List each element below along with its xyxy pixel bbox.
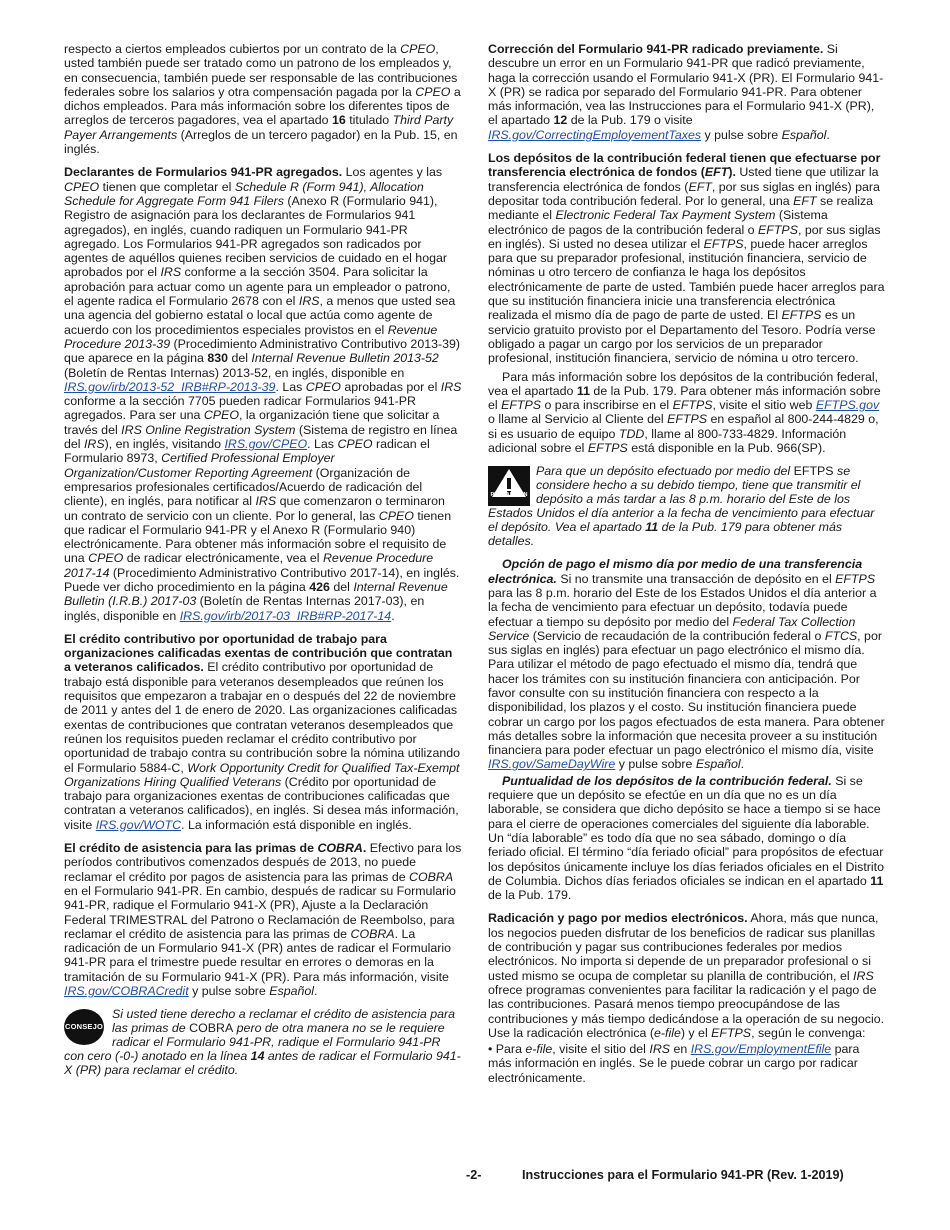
section-heading: El crédito de asistencia para las primas de COBRA.: [64, 841, 367, 856]
paragraph-wotc: El crédito contributivo por oportunidad de trabajo para organizaciones calificadas exentas de contribución que contratan a veteranos calificados. El crédito contributivo por oportunidad de trabajo está disponible para veteranos desempleados que reúnen los requisitos que empezaron a trabajar en o después del 22 de noviembre de 2011 y antes del 1 de enero de 2020. Las organizaciones calificadas exentas de contribuciones que contratan veteranos desempleados que reúnen los requisitos pueden reclamar el crédito contributivo por oportunidad de trabajo contra su contribución sobre la nómina utilizando el Formulario 5884-C, Work Opportunity Credit for Qualified Tax-Exempt Organizations Hiring Qualified Veterans (Crédito por oportunidad de trabajo para organizaciones exentas de contribuciones calificadas que contratan a veteranos calificados), en inglés. Si desea más información, visite IRS.gov/WOTC. La información está disponible en inglés.: [64, 631, 461, 832]
section-heading: Puntualidad de los depósitos de la contribución federal.: [502, 773, 832, 788]
tip-icon: CONSEJO: [64, 1009, 106, 1047]
cobra-credit-link[interactable]: IRS.gov/COBRACredit: [64, 984, 189, 998]
left-column: [64, 42, 462, 1086]
section-heading: Radicación y pago por medios electrónicos.: [488, 911, 748, 926]
tip-callout: CONSEJO Si usted tiene derecho a reclamar el crédito de asistencia para las primas de COBRA pero de otra manera no se le requiere radicar el Formulario 941-PR, radique el Formulario 941-PR con cero (-0-) anotado en la línea 14 antes de radicar el Formulario 941-X (PR) para reclamar el crédito.: [64, 1007, 461, 1078]
paragraph-aggregate-filers: Declarantes de Formularios 941-PR agregados. Los agentes y las CPEO tienen que completar el Schedule R (Form 941), Allocation Schedule for Aggregate Form 941 Filers (Anexo R (Formulario 941), Registro de asignación para los declarantes de Formularios 941 agregados), en inglés, cuando radiquen un Formulario 941-PR agregado. Los Formularios 941-PR agregados son radicados por agentes de aquéllos quienes reciben servicios de cuidado en el hogar aprobados por el IRS conforme a la sección 3504. Para solicitar la aprobación para actuar como un agente para un empleador o patrono, el agente radica el Formulario 2678 con el IRS, a menos que usted sea una agencia del gobierno estatal o local que actúa como agente de acuerdo con los procedimientos especiales provistos en el Revenue Procedure 2013-39 (Procedimiento Administrativo Contributivo 2013-39) que aparece en la página 830 del Internal Revenue Bulletin 2013-52 (Boletín de Rentas Internas) 2013-52, en inglés, disponible en IRS.gov/irb/2013-52_IRB#RP-2013-39. Las CPEO aprobadas por el IRS conforme a la sección 7705 pueden radicar Formularios 941-PR agregados. Para ser una CPEO, la organización tiene que solicitar a través del IRS Online Registration System (Sistema de registro en línea del IRS), en inglés, visitando IRS.gov/CPEO. Las CPEO radican el Formulario 8973, Certified Professional Employer Organization/Customer Reporting Agreement (Organización de empresarios profesionales certificados/Acuerdo de radicación del cliente), en inglés, para notificar al IRS que comenzaron o terminaron un contrato de servicio con un cliente. Por lo general, las CPEO tienen que radicar el Formulario 941-PR y el Anexo R (Formulario 940) electrónicamente. Para obtener más información sobre el requisito de una CPEO de radicar electrónicamente, vea el Revenue Procedure 2017-14 (Procedimiento Administrativo Contributivo 2017-14), en inglés. Puede ver dicho procedimiento en la página 426 del Internal Revenue Bulletin (I.R.B.) 2017-03 (Boletín de Rentas Internas 2017-03), en inglés, disponible en IRS.gov/irb/2017-03_IRB#RP-2017-14.: [64, 165, 462, 623]
bullet-efile: • Para e-file, visite el sitio del IRS en IRS.gov/EmploymentEfile para más información en inglés. Se le puede cobrar un cargo por radicar electrónicamente.: [488, 1042, 860, 1085]
paragraph-timeliness: Puntualidad de los depósitos de la contribución federal. Si se requiere que un depósito se efectúe en un día que no es un día laborable, se considera que dicho depósito se hace a tiempo si se hace para el cierre de operaciones comerciales del siguiente día laborable. Un “día laborable” es todo día que no sea sábado, domingo o día feriado oficial. El término “día feriado oficial” para propósitos de efectuar los depósitos únicamente incluye los días feriados oficiales en el Distrito de Columbia. Dichos días feriados oficiales se indican en el apartado 11 de la Pub. 179.: [488, 773, 885, 903]
irb-2013-52-link[interactable]: IRS.gov/irb/2013-52_IRB#RP-2013-39: [64, 379, 276, 394]
correcting-taxes-link[interactable]: IRS.gov/CorrectingEmployementTaxes: [488, 127, 702, 142]
caution-icon: PRECAUCION: [488, 466, 530, 504]
section-heading: Opción de pago el mismo día por medio de una transferencia electrónica.: [488, 557, 863, 586]
wotc-link[interactable]: IRS.gov/WOTC: [95, 817, 182, 832]
paragraph-same-day: Opción de pago el mismo día por medio de una transferencia electrónica. Si no transmite una transacción de depósito en el EFTPS para las 8 p.m. horario del Este de los Estados Unidos el día anterior a la fecha de vencimiento para efectuar un depósito, todavía puede efectuar a tiempo su depósito por medio del Federal Tax Collection Service (Servicio de recaudación de la contribución federal o FTCS, por sus siglas en inglés) para efectuar un pago electrónico el mismo día. Para utilizar el método de pago efectuado el mismo día, tendrá que hacer los trámites con su institución financiera con anticipación. Por favor consulte con su institución financiera con respecto a la disponibilidad, los plazos y el costo. Su institución financiera puede cobrar un cargo por los pagos efectuados de esta manera. Para obtener más detalles sobre la información que necesita proveer a su institución financiera para poder efectuar un pago electrónico el mismo día, visite IRS.gov/SameDayWire y pulse sobre Español.: [488, 557, 885, 772]
paragraph-cobra: El crédito de asistencia para las primas de COBRA. Efectivo para los períodos contributivos comenzados después de 2013, no puede reclamar el crédito por pagos de asistencia para las primas de COBRA en el Formulario 941-PR. En cambio, después de radicar su Formulario 941-PR, radique el Formulario 941-X (PR), Ajuste a la Declaración Federal TRIMESTRAL del Patrono o Reclamación de Reembolso, para reclamar el crédito de asistencia para las primas de COBRA. La radicación de un Formulario 941-X (PR) antes de radicar el Formulario 941-PR para el trimestre puede resultar en errores o demoras en la tramitación de su Formulario 941-X (PR). Para más información, visite IRS.gov/COBRACredit y pulse sobre Español.: [64, 841, 462, 998]
paragraph-cpeo-continuation: respecto a ciertos empleados cubiertos por un contrato de la CPEO, usted también puede ser tratado como un patrono de los empleados y, en consecuencia, también puede ser responsable de las contribuciones federales sobre los salarios y otra compensación pagada por la CPEO a dichos empleados. Para más información sobre los diferentes tipos de arreglos de terceros pagadores, vea el apartado 16 titulado Third Party Payer Arrangements (Arreglos de un tercero pagador) en la Pub. 15, en inglés.: [64, 42, 461, 157]
same-day-wire-link[interactable]: IRS.gov/SameDayWire: [488, 757, 616, 772]
paragraph-eftps-info: Para más información sobre los depósitos de la contribución federal, vea el apartado 11 de la Pub. 179. Para obtener más información sobre el EFTPS o para inscribirse en el EFTPS, visite el sitio web EFTPS.gov o llame al Servicio al Cliente del EFTPS en español al 800-244-4829 o, si es usuario de equipo TDD, llame al 800-733-4829. Información adicional sobre el EFTPS está disponible en la Pub. 966(SP).: [488, 369, 881, 456]
irb-2017-03-link[interactable]: IRS.gov/irb/2017-03_IRB#RP-2017-14: [179, 608, 392, 623]
cpeo-link[interactable]: IRS.gov/CPEO: [224, 437, 308, 452]
section-heading: Los depósitos de la contribución federal tienen que efectuarse por transferencia electrónica de fondos (EFT).: [488, 151, 881, 180]
paragraph-electronic: Radicación y pago por medios electrónicos. Ahora, más que nunca, los negocios pueden disfrutar de los beneficios de radicar sus planillas de contribución y pagar sus contribuciones federales por medios electrónicos. No importa si depende de un preparador profesional o si usted mismo se ocupa de completar su planilla de contribución, el IRS ofrece programas convenientes para facilitar la radicación y el pago de las contribuciones. Pasará menos tiempo preocupándose de las contribuciones y más tiempo dedicándose a la operación de su negocio. Use la radicación electrónica (e-file) y el EFTPS, según le convenga:: [488, 911, 885, 1040]
right-column: [488, 42, 886, 1094]
section-heading: Corrección del Formulario 941-PR radicado previamente.: [488, 42, 824, 56]
paragraph-correction: Corrección del Formulario 941-PR radicado previamente. Si descubre un error en un Formulario 941-PR que radicó previamente, haga la corrección usando el Formulario 941-X (PR). El Formulario 941-X (PR) se radica por separado del Formulario 941-PR. Para obtener más información, vea las Instrucciones para el Formulario 941-X (PR), el apartado 12 de la Pub. 179 o visite IRS.gov/CorrectingEmployementTaxes y pulse sobre Español.: [488, 42, 884, 142]
caution-callout: PRECAUCION Para que un depósito efectuado por medio del EFTPS se considere hecho a su debido tiempo, tiene que transmitir el depósito a más tardar a las 8 p.m. horario del Este de los Estados Unidos el día anterior a la fecha de vencimiento para efectuar el depósito. Vea el apartado 11 de la Pub. 179 para obtener más detalles.: [488, 464, 875, 549]
bullet-icon: •: [488, 1042, 496, 1057]
employment-efile-link[interactable]: IRS.gov/EmploymentEfile: [690, 1042, 832, 1057]
section-heading: El crédito contributivo por oportunidad de trabajo para organizaciones calificadas exentas de contribución que contratan a veteranos calificados.: [64, 631, 453, 675]
section-heading: Declarantes de Formularios 941-PR agregados.: [64, 165, 343, 180]
paragraph-eft: Los depósitos de la contribución federal tienen que efectuarse por transferencia electrónica de fondos (EFT). Usted tiene que utilizar la transferencia electrónica de fondos (EFT, por sus siglas en inglés) para depositar toda contribución federal. Por lo general, una EFT se realiza mediante el Electronic Federal Tax Payment System (Sistema electrónico de pagos de la contribución federal o EFTPS, por sus siglas en inglés). Si usted no desea utilizar el EFTPS, puede hacer arreglos para que su preparador profesional, institución financiera, servicio de nóminas u otro tercero de confianza le haga los depósitos electrónicamente de parte de usted. También puede hacer arreglos para que su institución financiera inicie una transferencia electrónica realizada el mismo día de pago de parte de usted. El EFTPS es un servicio gratuito provisto por el Departamento del Tesoro. Podría verse obligado a pagar un cargo por los servicios de un preparador profesional, institución financiera, servicio de nómina u otro tercero.: [488, 151, 885, 366]
eftps-link[interactable]: EFTPS.gov: [815, 398, 880, 413]
page-number: -2-: [466, 1168, 482, 1182]
form-title-footer: Instrucciones para el Formulario 941-PR (Rev. 1-2019): [522, 1168, 844, 1182]
